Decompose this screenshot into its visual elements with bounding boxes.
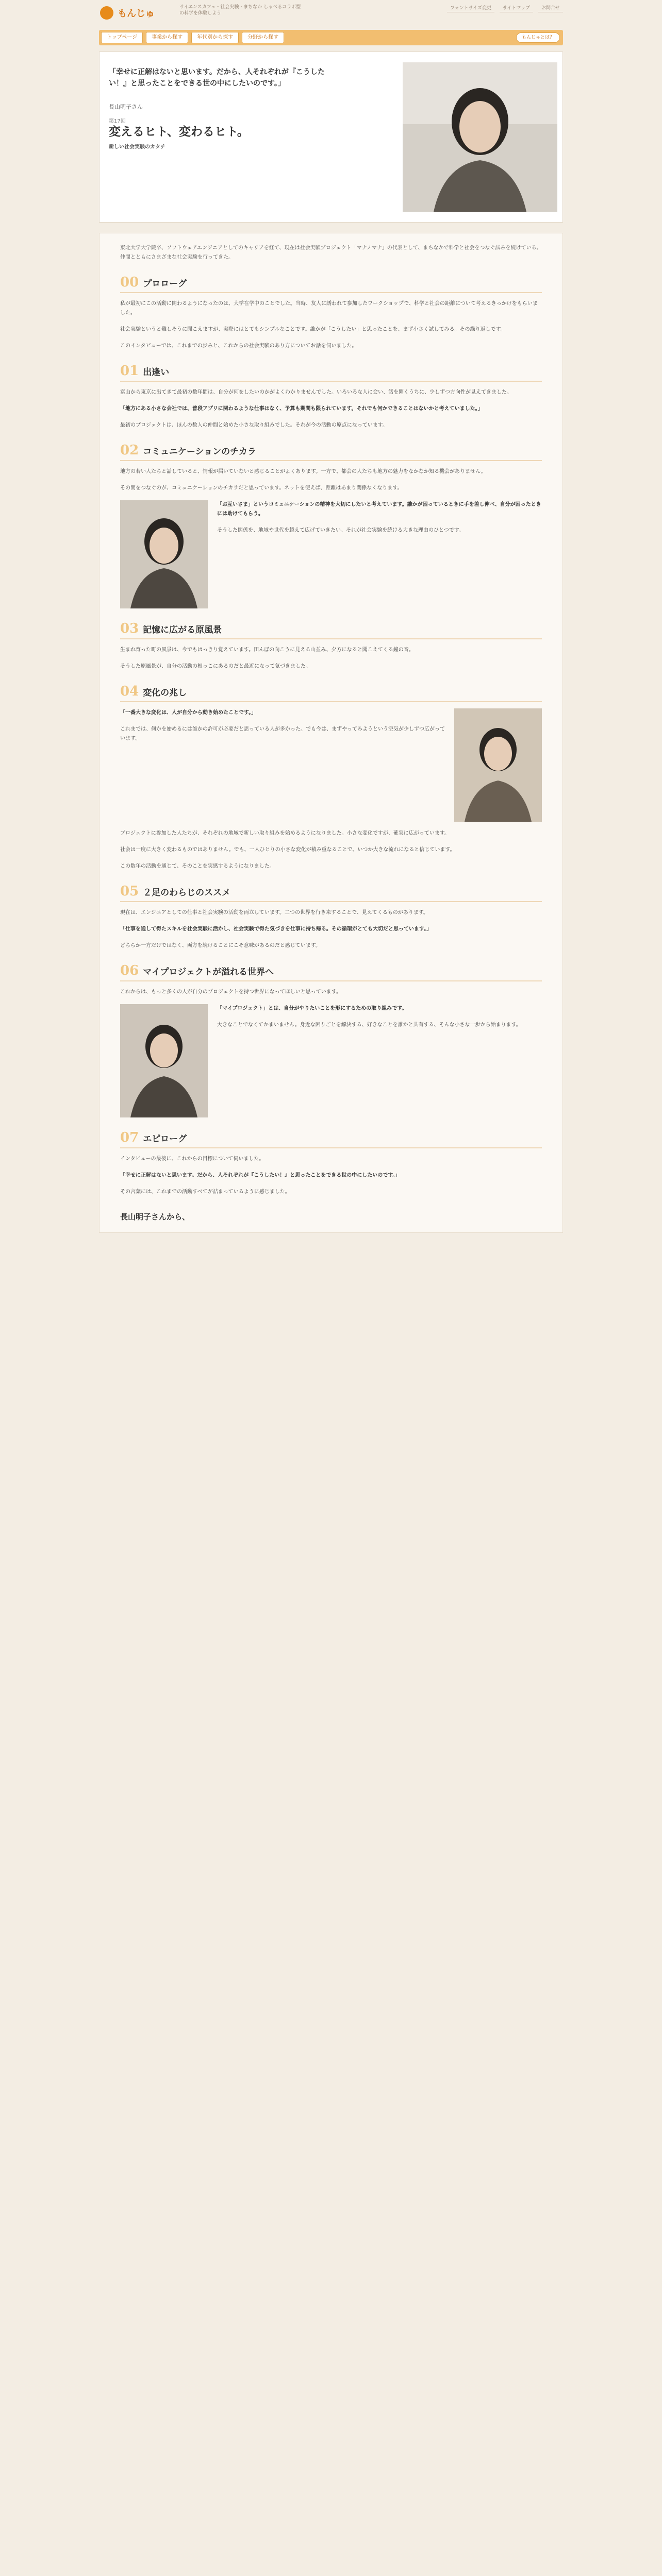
- page: [99, 0, 563, 1233]
- paragraph: 富山から東京に出てきて最初の数年間は、自分が何をしたいのかがよくわかりませんでした。いろいろな人に会い、話を聞くうちに、少しずつ方向性が見えてきました。: [120, 389, 512, 395]
- nav-top[interactable]: トップページ: [101, 32, 143, 43]
- section-number: 02: [120, 443, 139, 458]
- section-heading: [120, 1130, 542, 1148]
- paragraph: 現在は、エンジニアとしての仕事と社会実験の活動を両立しています。二つの世界を行き来することで、見えてくるものがあります。: [120, 910, 428, 916]
- section-two-roles: [120, 884, 542, 951]
- portrait-icon: [454, 708, 542, 822]
- section-communication: [120, 443, 542, 608]
- figure-text: [217, 1004, 521, 1117]
- paragraph: 社会実験というと難しそうに聞こえますが、実際にはとてもシンプルなことです。誰かが「こうしたい」と思ったことを、まず小さく試してみる。その繰り返しです。: [120, 327, 506, 332]
- hero-name: 長山明子さん: [109, 104, 143, 110]
- section-title: コミュニケーションのチカラ: [143, 447, 256, 457]
- section-heading: [120, 363, 542, 382]
- portrait-photo: [120, 1004, 208, 1117]
- site-header: [99, 0, 563, 30]
- nav-by-field[interactable]: 分野から探す: [242, 32, 284, 43]
- section-title: エピローグ: [143, 1134, 187, 1144]
- section-change: [120, 684, 542, 871]
- hero-caption: 新しい社会実験のカタチ: [109, 144, 166, 150]
- section-number: 04: [120, 684, 139, 699]
- section-epilogue: [120, 1130, 542, 1197]
- section-encounter: [120, 363, 542, 430]
- section-number: 00: [120, 275, 139, 290]
- section-heading: [120, 684, 542, 702]
- paragraph: どちらか一方だけではなく、両方を続けることにこそ意味があるのだと感じています。: [120, 943, 321, 948]
- figure-row: [120, 500, 542, 608]
- quote-paragraph: 「一番大きな変化は、人が自分から動き始めたことです。」: [120, 710, 257, 716]
- quote-paragraph: 「マイプロジェクト」とは、自分がやりたいことを形にするための取り組みです。: [217, 1006, 407, 1011]
- paragraph: インタビューの最後に、これからの目標について伺いました。: [120, 1156, 264, 1162]
- paragraph: 地方の若い人たちと話していると、情報が届いていないと感じることがよくあります。一方で、都会の人たちも地方の魅力をなかなか知る機会がありません。: [120, 469, 486, 474]
- quote-paragraph: 「お互いさま」というコミュニケーションの精神を大切にしたいと考えています。誰かが困っているときに手を差し伸べ、自分が困ったときには助けてもらう。: [217, 502, 541, 517]
- hero-portrait-photo: [403, 62, 557, 212]
- contact-link[interactable]: お問合せ: [538, 4, 563, 12]
- global-nav: [99, 30, 563, 45]
- hero-quote: 「幸せに正解はないと思います。だから、人それぞれが『こうしたい！』と思ったことをできる世の中にしたいのです。」: [109, 68, 325, 88]
- portrait-photo: [454, 708, 542, 822]
- section-title: ２足のわらじのススメ: [143, 888, 231, 898]
- section-title: 記憶に広がる原風景: [143, 625, 222, 635]
- quote-paragraph: 「地方にある小さな会社では、普段アプリに関わるような仕事はなく、予算も期間も限られています。それでも何かできることはないかと考えていました。」: [120, 406, 483, 412]
- quote-paragraph: 「仕事を通して得たスキルを社会実験に活かし、社会実験で得た気づきを仕事に持ち帰る。その循環がとても大切だと思っています。」: [120, 926, 432, 932]
- section-heading: [120, 275, 542, 293]
- section-number: 06: [120, 963, 139, 978]
- section-number: 05: [120, 884, 139, 899]
- paragraph: これからは、もっと多くの人が自分のプロジェクトを持つ世界になってほしいと思っています。: [120, 989, 341, 995]
- nav-by-project[interactable]: 事業から探す: [146, 32, 188, 43]
- section-heading: [120, 884, 542, 902]
- paragraph: 生まれ育った町の風景は、今でもはっきり覚えています。田んぼの向こうに見える山並み、夕方になると聞こえてくる鐘の音。: [120, 647, 414, 653]
- figure-row: [120, 1004, 542, 1117]
- paragraph: 大きなことでなくてかまいません。身近な困りごとを解決する、好きなことを誰かと共有する、そんな小さな一歩から始まります。: [217, 1022, 521, 1028]
- utility-links: [447, 4, 563, 12]
- portrait-icon: [120, 1004, 208, 1117]
- paragraph: その間をつなぐのが、コミュニケーションのチカラだと思っています。ネットを使えば、距離はあまり関係なくなります。: [120, 485, 403, 491]
- logo-icon: [100, 6, 113, 20]
- paragraph: その言葉には、これまでの活動すべてが詰まっているように感じました。: [120, 1189, 290, 1195]
- section-title: 変化の兆し: [143, 688, 187, 698]
- section-prologue: [120, 275, 542, 351]
- quote-paragraph: 「幸せに正解はないと思います。だから、人それぞれが『こうしたい！』と思ったことをできる世の中にしたいのです。」: [120, 1173, 401, 1178]
- font-size-link[interactable]: フォントサイズ変更: [447, 4, 494, 12]
- section-heading: [120, 443, 542, 461]
- figure-text: [217, 500, 542, 608]
- paragraph: この数年の活動を通じて、そのことを実感するようになりました。: [120, 863, 275, 869]
- section-memory: [120, 621, 542, 671]
- figure-text: [120, 708, 445, 822]
- site-logo[interactable]: [100, 6, 155, 20]
- section-title: プロローグ: [143, 279, 187, 289]
- section-heading: [120, 963, 542, 981]
- paragraph: これまでは、何かを始めるには誰かの許可が必要だと思っている人が多かった。でも今は、まずやってみようという空気が少しずつ広がっています。: [120, 726, 445, 741]
- section-heading: [120, 621, 542, 639]
- section-number: 07: [120, 1130, 139, 1145]
- portrait-icon: [403, 62, 557, 212]
- section-my-project: [120, 963, 542, 1117]
- article-body: [99, 233, 563, 1233]
- sitemap-link[interactable]: サイトマップ: [500, 4, 533, 12]
- portrait-photo: [120, 500, 208, 608]
- paragraph: このインタビューでは、これまでの歩みと、これからの社会実験のあり方についてお話を伺いました。: [120, 343, 357, 349]
- figure-row: [120, 708, 542, 822]
- nav-about[interactable]: もんじゅとは？: [516, 32, 560, 43]
- nav-by-age[interactable]: 年代別から探す: [191, 32, 239, 43]
- section-title: マイプロジェクトが溢れる世界へ: [143, 967, 274, 977]
- hero-issue: 第17回: [109, 118, 126, 124]
- logo-text: もんじゅ: [118, 8, 155, 19]
- footer-title: 長山明子さんから、: [120, 1212, 190, 1222]
- section-number: 01: [120, 363, 139, 379]
- hero-title: 変えるヒト、変わるヒト。: [109, 125, 249, 139]
- paragraph: プロジェクトに参加した人たちが、それぞれの地域で新しい取り組みを始めるようになりました。小さな変化ですが、確実に広がっています。: [120, 831, 450, 836]
- paragraph: 私が最初にこの活動に関わるようになったのは、大学在学中のことでした。当時、友人に誘われて参加したワークショップで、科学と社会の距離について考えるきっかけをもらいました。: [120, 301, 538, 316]
- section-title: 出逢い: [143, 367, 170, 378]
- portrait-icon: [120, 500, 208, 608]
- hero: [99, 52, 563, 223]
- paragraph: そうした関係を、地域や世代を越えて広げていきたい。それが社会実験を続ける大きな理由のひとつです。: [217, 528, 464, 533]
- paragraph: 最初のプロジェクトは、ほんの数人の仲間と始めた小さな取り組みでした。それが今の活動の原点になっています。: [120, 422, 388, 428]
- paragraph: そうした原風景が、自分の活動の根っこにあるのだと最近になって気づきました。: [120, 664, 311, 669]
- section-number: 03: [120, 621, 139, 636]
- paragraph: 社会は一度に大きく変わるものではありません。でも、一人ひとりの小さな変化が積み重なることで、いつか大きな流れになると信じています。: [120, 847, 455, 853]
- intro-text: 東北大学大学院卒、ソフトウェアエンジニアとしてのキャリアを経て、現在は社会実験プロジェクト「マナノマナ」の代表として、まちなかで科学と社会をつなぐ試みを続けている。仲間とともにさまざまな社会実験を行ってきた。: [120, 245, 542, 260]
- site-tagline: サイエンスカフェ・社会実験・まちなか しゃべるコラボ型の科学を体験しよう: [179, 5, 301, 16]
